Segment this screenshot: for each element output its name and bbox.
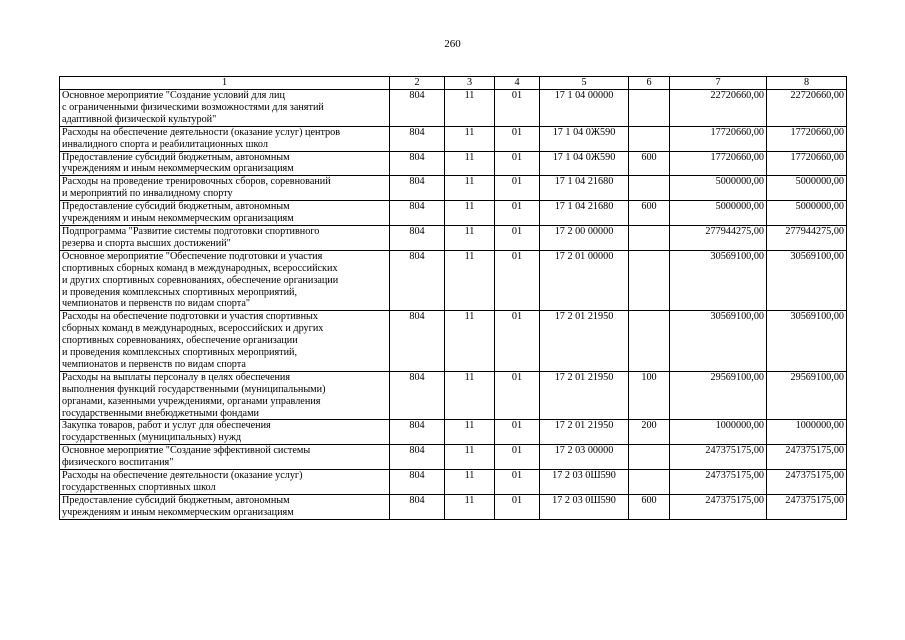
cell-ministry-code: 804 [390, 126, 445, 151]
description-line: адаптивной физической культурой" [62, 113, 217, 125]
cell-amount-year1: 30569100,00 [670, 250, 767, 311]
cell-section-code: 11 [445, 494, 495, 519]
row-description [60, 126, 390, 151]
row-description [60, 90, 390, 127]
table-row [60, 151, 847, 176]
cell-amount-year1: 17720660,00 [670, 151, 767, 176]
table-row [60, 470, 847, 495]
cell-section-code: 11 [445, 311, 495, 372]
cell-section-code: 11 [445, 445, 495, 470]
cell-amount-year2: 22720660,00 [767, 90, 847, 127]
description-line: Основное мероприятие "Обеспечение подготовки и участия [62, 250, 323, 262]
cell-amount-year2: 17720660,00 [767, 126, 847, 151]
cell-expense-type: 200 [629, 420, 670, 445]
cell-expense-type [629, 90, 670, 127]
cell-target-article: 17 2 01 21950 [540, 371, 629, 420]
cell-target-article: 17 1 04 21680 [540, 201, 629, 226]
cell-ministry-code: 804 [390, 201, 445, 226]
description-line: чемпионатов и первенств по видам спорта [62, 358, 246, 370]
cell-subsection-code: 01 [495, 126, 540, 151]
cell-ministry-code: 804 [390, 494, 445, 519]
description-line: Расходы на обеспечение деятельности (оказание услуг) [62, 470, 303, 482]
cell-ministry-code: 804 [390, 371, 445, 420]
description-line: и проведения комплексных спортивных мероприятий, [62, 347, 298, 359]
column-header: 7 [670, 77, 767, 90]
description-line: учреждениям и иным некоммерческим организациям [62, 213, 294, 225]
cell-expense-type [629, 470, 670, 495]
cell-target-article: 17 1 04 0Ж590 [540, 126, 629, 151]
description-line: спортивных сборных команд в международных, всероссийских [62, 262, 338, 274]
cell-section-code: 11 [445, 420, 495, 445]
row-description [60, 201, 390, 226]
description-line: учреждениям и иным некоммерческим организациям [62, 163, 294, 175]
row-description [60, 311, 390, 372]
cell-expense-type: 600 [629, 151, 670, 176]
cell-amount-year1: 247375175,00 [670, 494, 767, 519]
cell-subsection-code: 01 [495, 225, 540, 250]
description-line: с ограниченными физическими возможностями для занятий [62, 101, 324, 113]
cell-subsection-code: 01 [495, 311, 540, 372]
cell-subsection-code: 01 [495, 494, 540, 519]
column-header: 5 [540, 77, 629, 90]
cell-amount-year2: 30569100,00 [767, 250, 847, 311]
cell-amount-year1: 5000000,00 [670, 201, 767, 226]
cell-expense-type: 600 [629, 201, 670, 226]
cell-amount-year1: 247375175,00 [670, 470, 767, 495]
cell-amount-year2: 247375175,00 [767, 470, 847, 495]
description-line: сборных команд в международных, всероссийских и других [62, 323, 324, 335]
cell-ministry-code: 804 [390, 311, 445, 372]
cell-target-article: 17 2 03 00000 [540, 445, 629, 470]
table-header-row [60, 77, 847, 90]
cell-expense-type [629, 311, 670, 372]
cell-section-code: 11 [445, 250, 495, 311]
description-line: чемпионатов и первенств по видам спорта" [62, 298, 251, 310]
description-line: государственных спортивных школ [62, 482, 216, 493]
cell-section-code: 11 [445, 126, 495, 151]
table-row [60, 494, 847, 519]
description-line: Предоставление субсидий бюджетным, автономным [62, 201, 290, 213]
cell-ministry-code: 804 [390, 225, 445, 250]
cell-amount-year2: 5000000,00 [767, 201, 847, 226]
row-description [60, 176, 390, 201]
cell-subsection-code: 01 [495, 176, 540, 201]
description-line: Расходы на обеспечение подготовки и участия спортивных [62, 311, 318, 323]
cell-section-code: 11 [445, 201, 495, 226]
cell-target-article: 17 2 03 0Ш590 [540, 470, 629, 495]
cell-section-code: 11 [445, 225, 495, 250]
column-header: 3 [445, 77, 495, 90]
cell-expense-type [629, 250, 670, 311]
cell-subsection-code: 01 [495, 420, 540, 445]
table-body [60, 90, 847, 520]
cell-subsection-code: 01 [495, 470, 540, 495]
cell-subsection-code: 01 [495, 201, 540, 226]
row-description [60, 445, 390, 470]
description-line: и проведения комплексных спортивных мероприятий, [62, 286, 298, 298]
description-line: и других спортивных соревнованиях, обеспечение организации [62, 274, 339, 286]
description-line: физического воспитания" [62, 457, 174, 469]
cell-section-code: 11 [445, 90, 495, 127]
cell-subsection-code: 01 [495, 445, 540, 470]
description-line: Основное мероприятие "Создание эффективной системы [62, 445, 311, 457]
cell-amount-year2: 277944275,00 [767, 225, 847, 250]
cell-amount-year2: 247375175,00 [767, 445, 847, 470]
table-row [60, 371, 847, 420]
table-row [60, 201, 847, 226]
row-description [60, 250, 390, 311]
cell-target-article: 17 1 04 00000 [540, 90, 629, 127]
row-description [60, 371, 390, 420]
column-header: 4 [495, 77, 540, 90]
cell-amount-year1: 22720660,00 [670, 90, 767, 127]
cell-target-article: 17 1 04 21680 [540, 176, 629, 201]
row-description [60, 225, 390, 250]
cell-amount-year2: 1000000,00 [767, 420, 847, 445]
description-line: Расходы на проведение тренировочных сборов, соревнований [62, 176, 331, 188]
cell-expense-type [629, 126, 670, 151]
description-line: Закупка товаров, работ и услуг для обеспечения [62, 420, 271, 432]
cell-target-article: 17 1 04 0Ж590 [540, 151, 629, 176]
cell-amount-year2: 17720660,00 [767, 151, 847, 176]
description-line: Предоставление субсидий бюджетным, автономным [62, 151, 290, 163]
description-line: органами, казенными учреждениями, органами управления [62, 395, 321, 407]
column-header: 1 [60, 77, 390, 90]
description-line: государственных (муниципальных) нужд [62, 432, 242, 444]
cell-expense-type [629, 225, 670, 250]
cell-ministry-code: 804 [390, 250, 445, 311]
cell-target-article: 17 2 01 21950 [540, 311, 629, 372]
cell-section-code: 11 [445, 371, 495, 420]
cell-amount-year1: 1000000,00 [670, 420, 767, 445]
description-line: Подпрограмма "Развитие системы подготовки спортивного [62, 225, 320, 237]
description-line: государственными внебюджетными фондами [62, 407, 259, 419]
table-row [60, 250, 847, 311]
table-row [60, 176, 847, 201]
description-line: и мероприятий по инвалидному спорту [62, 188, 233, 200]
cell-amount-year1: 247375175,00 [670, 445, 767, 470]
table-row [60, 445, 847, 470]
cell-ministry-code: 804 [390, 420, 445, 445]
cell-expense-type: 100 [629, 371, 670, 420]
cell-section-code: 11 [445, 176, 495, 201]
cell-expense-type [629, 445, 670, 470]
cell-target-article: 17 2 00 00000 [540, 225, 629, 250]
cell-amount-year1: 29569100,00 [670, 371, 767, 420]
table-row [60, 311, 847, 372]
description-line: выполнения функций государственными (муниципальными) [62, 383, 326, 395]
description-line: резерва и спорта высших достижений" [62, 237, 231, 249]
cell-subsection-code: 01 [495, 371, 540, 420]
cell-ministry-code: 804 [390, 151, 445, 176]
column-header: 6 [629, 77, 670, 90]
table-row [60, 420, 847, 445]
cell-ministry-code: 804 [390, 90, 445, 127]
cell-section-code: 11 [445, 470, 495, 495]
cell-amount-year2: 247375175,00 [767, 494, 847, 519]
cell-target-article: 17 2 03 0Ш590 [540, 494, 629, 519]
column-header: 8 [767, 77, 847, 90]
description-line: спортивных соревнованиях, обеспечение организации [62, 335, 298, 347]
description-line: учреждениям и иным некоммерческим организациям [62, 506, 294, 518]
row-description [60, 470, 390, 495]
budget-table [59, 76, 847, 520]
table-row [60, 90, 847, 127]
cell-amount-year2: 5000000,00 [767, 176, 847, 201]
row-description [60, 151, 390, 176]
cell-amount-year2: 30569100,00 [767, 311, 847, 372]
cell-target-article: 17 2 01 21950 [540, 420, 629, 445]
description-line: Расходы на выплаты персоналу в целях обеспечения [62, 371, 291, 383]
description-line: Расходы на обеспечение деятельности (оказание услуг) центров [62, 126, 341, 138]
cell-amount-year2: 29569100,00 [767, 371, 847, 420]
description-line: Предоставление субсидий бюджетным, автономным [62, 494, 290, 506]
cell-subsection-code: 01 [495, 250, 540, 311]
cell-section-code: 11 [445, 151, 495, 176]
row-description [60, 494, 390, 519]
page-number: 260 [444, 38, 461, 50]
cell-amount-year1: 30569100,00 [670, 311, 767, 372]
cell-ministry-code: 804 [390, 445, 445, 470]
cell-expense-type [629, 176, 670, 201]
cell-ministry-code: 804 [390, 470, 445, 495]
description-line: Основное мероприятие "Создание условий для лиц [62, 90, 285, 101]
table-row [60, 126, 847, 151]
column-header: 2 [390, 77, 445, 90]
cell-amount-year1: 17720660,00 [670, 126, 767, 151]
cell-amount-year1: 277944275,00 [670, 225, 767, 250]
description-line: инвалидного спорта и реабилитационных школ [62, 138, 268, 150]
row-description [60, 420, 390, 445]
cell-amount-year1: 5000000,00 [670, 176, 767, 201]
table-row [60, 225, 847, 250]
cell-target-article: 17 2 01 00000 [540, 250, 629, 311]
cell-subsection-code: 01 [495, 151, 540, 176]
cell-ministry-code: 804 [390, 176, 445, 201]
cell-expense-type: 600 [629, 494, 670, 519]
cell-subsection-code: 01 [495, 90, 540, 127]
